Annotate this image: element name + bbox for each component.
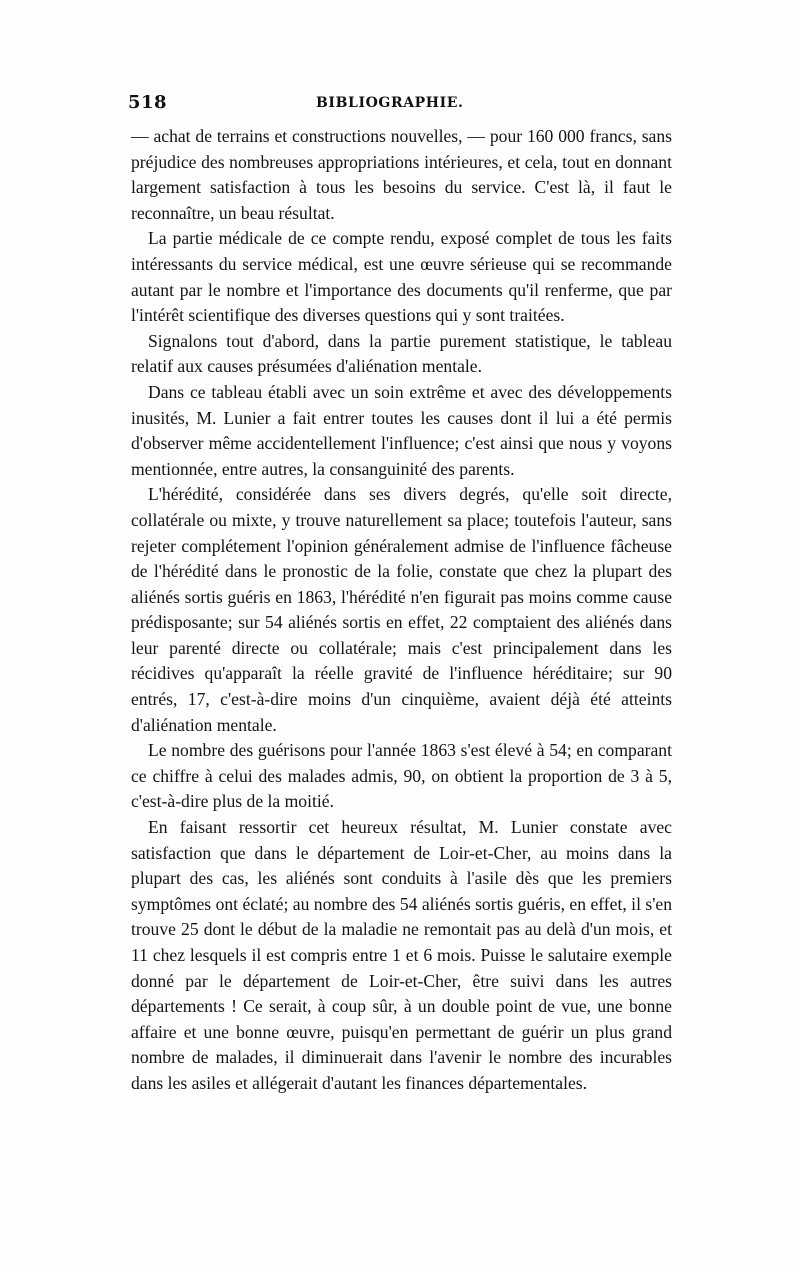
page-number: 518	[128, 92, 168, 113]
paragraph: — achat de terrains et constructions nouvelles, — pour 160 000 francs, sans préjudice des nombreuses appropriations intérieures, et cela, tout en donnant largement satisfaction à tous les besoins du service. C'est là, il faut le reconnaître, un beau résultat.	[131, 126, 672, 223]
running-head	[128, 92, 668, 114]
paragraph: L'hérédité, considérée dans ses divers degrés, qu'elle soit directe, collatérale ou mixte, y trouve naturellement sa place; toutefois l'auteur, sans rejeter complétement l'opinion généralement admise de l'influence fâcheuse de l'hérédité dans le pronostic de la folie, constate que chez la plupart des aliénés sortis guéris en 1863, l'hérédité n'en figurait pas moins comme cause prédisposante; sur 54 aliénés sortis en effet, 22 comptaient des aliénés dans leur parenté directe ou collatérale; mais c'est principalement dans les récidives qu'apparaît la réelle gravité de l'influence héréditaire; sur 90 entrés, 17, c'est-à-dire moins d'un cinquième, avaient déjà été atteints d'aliénation mentale.	[131, 484, 672, 735]
running-title: BIBLIOGRAPHIE.	[316, 95, 464, 111]
paragraph: En faisant ressortir cet heureux résultat, M. Lunier constate avec satisfaction que dans le département de Loir-et-Cher, au moins dans la plupart des cas, les aliénés sont conduits à l'asile dès que les premiers symptômes ont éclaté; au nombre des 54 aliénés sortis guéris, en effet, il s'en trouve 25 dont le début de la maladie ne remontait pas au delà d'un mois, et 11 chez lesquels il est compris entre 1 et 6 mois. Puisse le salutaire exemple donné par le département de Loir-et-Cher, être suivi dans les autres départements ! Ce serait, à coup sûr, à un double point de vue, une bonne affaire et une bonne œuvre, puisqu'en permettant de guérir un plus grand nombre de malades, il diminuerait dans l'avenir le nombre des incurables dans les asiles et allégerait d'autant les finances départementales.	[131, 817, 672, 1093]
paragraph: Le nombre des guérisons pour l'année 1863 s'est élevé à 54; en comparant ce chiffre à celui des malades admis, 90, on obtient la proportion de 3 à 5, c'est-à-dire plus de la moitié.	[131, 740, 672, 812]
body-text	[131, 124, 672, 1097]
paragraph: Dans ce tableau établi avec un soin extrême et avec des développements inusités, M. Lunier a fait entrer toutes les causes dont il lui a été permis d'observer même accidentellement l'influence; c'est ainsi que nous y voyons mentionnée, entre autres, la consanguinité des parents.	[131, 381, 672, 479]
paragraph: La partie médicale de ce compte rendu, exposé complet de tous les faits intéressants du service médical, est une œuvre sérieuse qui se recommande autant par le nombre et l'importance des documents qu'il renferme, que par l'intérêt scientifique des diverses questions qui y sont traitées.	[131, 228, 672, 326]
paragraph: Signalons tout d'abord, dans la partie purement statistique, le tableau relatif aux causes présumées d'aliénation mentale.	[131, 330, 672, 377]
